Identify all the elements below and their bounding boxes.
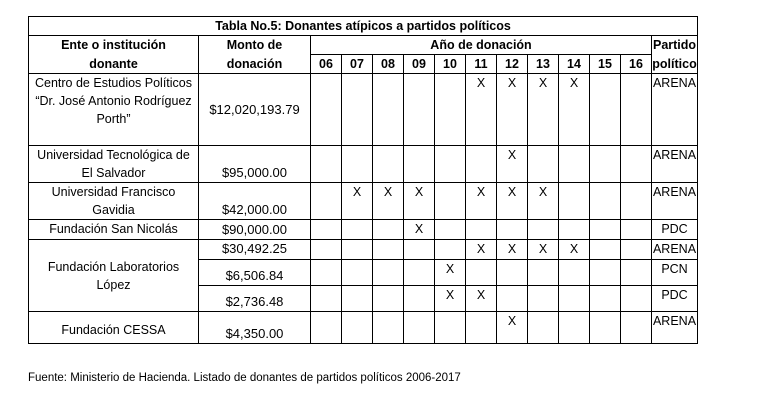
header-year-08: 08: [373, 55, 404, 74]
year-mark-12: [497, 220, 528, 240]
year-mark-09: X: [404, 183, 435, 220]
header-year-14: 14: [559, 55, 590, 74]
year-mark-11: X: [466, 286, 497, 312]
year-mark-11: X: [466, 74, 497, 146]
year-mark-16: [621, 286, 652, 312]
entity-name: Fundación CESSA: [29, 312, 199, 344]
amount-cell: $42,000.00: [199, 183, 311, 220]
year-mark-07: [342, 286, 373, 312]
year-mark-08: [373, 220, 404, 240]
year-mark-14: X: [559, 240, 590, 260]
year-mark-11: X: [466, 183, 497, 220]
year-mark-06: [311, 183, 342, 220]
header-year-07: 07: [342, 55, 373, 74]
year-mark-13: [528, 312, 559, 344]
year-mark-16: [621, 240, 652, 260]
party-cell: PDC: [652, 286, 698, 312]
party-cell: PDC: [652, 220, 698, 240]
year-mark-12: X: [497, 183, 528, 220]
header-year-06: 06: [311, 55, 342, 74]
year-mark-09: [404, 240, 435, 260]
amount-cell: $90,000.00: [199, 220, 311, 240]
year-mark-14: [559, 260, 590, 286]
year-mark-14: [559, 286, 590, 312]
year-mark-15: [590, 240, 621, 260]
header-party-line2: político: [652, 55, 698, 74]
year-mark-08: [373, 260, 404, 286]
header-year-11: 11: [466, 55, 497, 74]
year-mark-13: X: [528, 240, 559, 260]
amount-cell: $12,020,193.79: [199, 74, 311, 146]
year-mark-12: X: [497, 312, 528, 344]
header-year-13: 13: [528, 55, 559, 74]
year-mark-14: [559, 220, 590, 240]
year-mark-16: [621, 312, 652, 344]
year-mark-11: [466, 146, 497, 183]
year-mark-07: [342, 220, 373, 240]
year-mark-15: [590, 220, 621, 240]
year-mark-15: [590, 183, 621, 220]
year-mark-12: X: [497, 146, 528, 183]
party-cell: ARENA: [652, 183, 698, 220]
table-row: [29, 312, 698, 344]
year-mark-08: X: [373, 183, 404, 220]
year-mark-13: [528, 220, 559, 240]
table-row: [29, 183, 698, 220]
year-mark-09: [404, 146, 435, 183]
header-amount-line2: donación: [199, 55, 311, 74]
year-mark-12: X: [497, 74, 528, 146]
year-mark-07: [342, 146, 373, 183]
table-row: [29, 74, 698, 146]
source-note: Fuente: Ministerio de Hacienda. Listado de donantes de partidos políticos 2006-2017: [28, 372, 461, 384]
year-mark-09: [404, 286, 435, 312]
year-mark-08: [373, 286, 404, 312]
header-year-10: 10: [435, 55, 466, 74]
year-mark-06: [311, 312, 342, 344]
year-mark-10: [435, 312, 466, 344]
year-mark-16: [621, 260, 652, 286]
party-cell: PCN: [652, 260, 698, 286]
entity-name: Centro de Estudios Políticos “Dr. José Antonio Rodríguez Porth”: [29, 74, 199, 146]
header-amount-line1: Monto de: [199, 36, 311, 55]
year-mark-09: [404, 260, 435, 286]
year-mark-15: [590, 260, 621, 286]
year-mark-10: [435, 74, 466, 146]
year-mark-08: [373, 240, 404, 260]
year-mark-15: [590, 146, 621, 183]
year-mark-13: [528, 146, 559, 183]
year-mark-11: [466, 220, 497, 240]
header-entity-line2: donante: [29, 55, 199, 74]
amount-cell: $30,492.25: [199, 240, 311, 260]
year-mark-11: X: [466, 240, 497, 260]
party-cell: ARENA: [652, 312, 698, 344]
year-mark-10: [435, 240, 466, 260]
header-year-15: 15: [590, 55, 621, 74]
year-mark-11: [466, 260, 497, 286]
year-mark-09: [404, 312, 435, 344]
year-mark-08: [373, 312, 404, 344]
year-mark-15: [590, 74, 621, 146]
year-mark-14: [559, 146, 590, 183]
amount-cell: $6,506.84: [199, 260, 311, 286]
year-mark-16: [621, 74, 652, 146]
header-entity-line1: Ente o institución: [29, 36, 199, 55]
year-mark-12: X: [497, 240, 528, 260]
year-mark-06: [311, 240, 342, 260]
year-mark-13: X: [528, 74, 559, 146]
year-mark-07: [342, 240, 373, 260]
year-mark-13: [528, 260, 559, 286]
year-mark-14: [559, 183, 590, 220]
entity-name: Fundación San Nicolás: [29, 220, 199, 240]
header-party-line1: Partido: [652, 36, 698, 55]
year-mark-06: [311, 286, 342, 312]
table-title: Tabla No.5: Donantes atípicos a partidos políticos: [29, 17, 698, 36]
year-mark-08: [373, 146, 404, 183]
year-mark-06: [311, 220, 342, 240]
year-mark-07: X: [342, 183, 373, 220]
year-mark-16: [621, 146, 652, 183]
header-year-09: 09: [404, 55, 435, 74]
year-mark-14: X: [559, 74, 590, 146]
year-mark-06: [311, 260, 342, 286]
amount-cell: $2,736.48: [199, 286, 311, 312]
amount-cell: $95,000.00: [199, 146, 311, 183]
year-mark-12: [497, 286, 528, 312]
year-mark-10: X: [435, 286, 466, 312]
year-mark-09: X: [404, 220, 435, 240]
entity-name: Universidad Tecnológica de El Salvador: [29, 146, 199, 183]
year-mark-13: X: [528, 183, 559, 220]
year-mark-16: [621, 220, 652, 240]
year-mark-15: [590, 312, 621, 344]
year-mark-07: [342, 74, 373, 146]
table-row: [29, 146, 698, 183]
year-mark-14: [559, 312, 590, 344]
party-cell: ARENA: [652, 74, 698, 146]
year-mark-09: [404, 74, 435, 146]
year-mark-06: [311, 74, 342, 146]
year-mark-13: [528, 286, 559, 312]
entity-name: Fundación Laboratorios López: [29, 240, 199, 312]
year-mark-07: [342, 312, 373, 344]
header-years-group: Año de donación: [311, 36, 652, 55]
year-mark-07: [342, 260, 373, 286]
year-mark-15: [590, 286, 621, 312]
year-mark-08: [373, 74, 404, 146]
year-mark-12: [497, 260, 528, 286]
entity-name: Universidad Francisco Gavidia: [29, 183, 199, 220]
year-mark-10: [435, 220, 466, 240]
party-cell: ARENA: [652, 146, 698, 183]
party-cell: ARENA: [652, 240, 698, 260]
header-year-16: 16: [621, 55, 652, 74]
year-mark-10: [435, 183, 466, 220]
donors-table: [28, 16, 698, 344]
year-mark-06: [311, 146, 342, 183]
table-row: [29, 240, 698, 260]
table-row: [29, 220, 698, 240]
amount-cell: $4,350.00: [199, 312, 311, 344]
year-mark-16: [621, 183, 652, 220]
year-mark-10: X: [435, 260, 466, 286]
header-year-12: 12: [497, 55, 528, 74]
year-mark-10: [435, 146, 466, 183]
year-mark-11: [466, 312, 497, 344]
